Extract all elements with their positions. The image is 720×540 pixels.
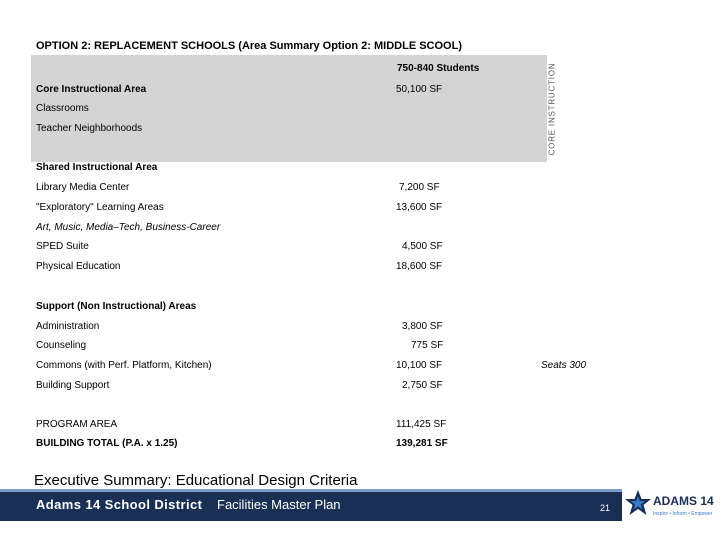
row-note-commons: Seats 300 xyxy=(541,360,587,371)
row-label-exploratory-subtypes: Art, Music, Media–Tech, Business-Career xyxy=(36,222,221,233)
row-label-physical-education: Physical Education xyxy=(36,261,121,272)
row-value-core-instructional: 50,100 SF xyxy=(396,84,443,95)
row-value-commons: 10,100 SF xyxy=(396,360,443,371)
row-value-physical-education: 18,600 SF xyxy=(396,261,443,272)
page-number: 21 xyxy=(600,503,611,513)
row-label-teacher-neighborhoods: Teacher Neighborhoods xyxy=(36,123,143,134)
executive-summary-title: Executive Summary: Educational Design Criteria xyxy=(34,472,358,489)
page-title: OPTION 2: REPLACEMENT SCHOOLS (Area Summary Option 2: MIDDLE SCOOL) xyxy=(36,40,462,52)
row-label-support-areas: Support (Non Instructional) Areas xyxy=(36,301,197,312)
svg-text:ADAMS 14: ADAMS 14 xyxy=(653,494,714,508)
row-label-library: Library Media Center xyxy=(36,182,130,193)
row-label-commons: Commons (with Perf. Platform, Kitchen) xyxy=(36,360,212,371)
row-value-administration: 3,800 SF xyxy=(402,321,443,332)
row-value-sped: 4,500 SF xyxy=(402,241,443,252)
row-value-building-support: 2,750 SF xyxy=(402,380,443,391)
row-value-program-area: 111,425 SF xyxy=(396,419,447,430)
row-value-exploratory: 13,600 SF xyxy=(396,202,443,213)
row-value-building-total: 139,281 SF xyxy=(396,438,448,449)
row-label-administration: Administration xyxy=(36,321,100,332)
row-label-exploratory: "Exploratory" Learning Areas xyxy=(36,202,164,213)
row-label-shared-instructional: Shared Instructional Area xyxy=(36,162,158,173)
row-value-library: 7,200 SF xyxy=(399,182,440,193)
row-label-core-instructional: Core Instructional Area xyxy=(36,84,147,95)
row-value-counseling: 775 SF xyxy=(411,340,444,351)
row-label-program-area: PROGRAM AREA xyxy=(36,419,118,430)
footer-district-name: Adams 14 School District xyxy=(36,497,203,512)
footer-plan-name: Facilities Master Plan xyxy=(217,497,341,512)
svg-text:Inspire • Inform • Empower: Inspire • Inform • Empower xyxy=(653,511,713,517)
footer-accent-line xyxy=(0,489,622,492)
row-label-counseling: Counseling xyxy=(36,340,87,351)
column-header: 750-840 Students xyxy=(397,63,480,74)
row-label-sped: SPED Suite xyxy=(36,241,89,252)
adams-14-logo-icon xyxy=(624,488,720,522)
row-label-building-total: BUILDING TOTAL (P.A. x 1.25) xyxy=(36,438,178,449)
row-label-classrooms: Classrooms xyxy=(36,103,89,114)
vertical-label-text: CORE INSTRUCTION xyxy=(547,62,557,156)
row-label-building-support: Building Support xyxy=(36,380,110,391)
core-instruction-vertical-label xyxy=(543,59,561,159)
